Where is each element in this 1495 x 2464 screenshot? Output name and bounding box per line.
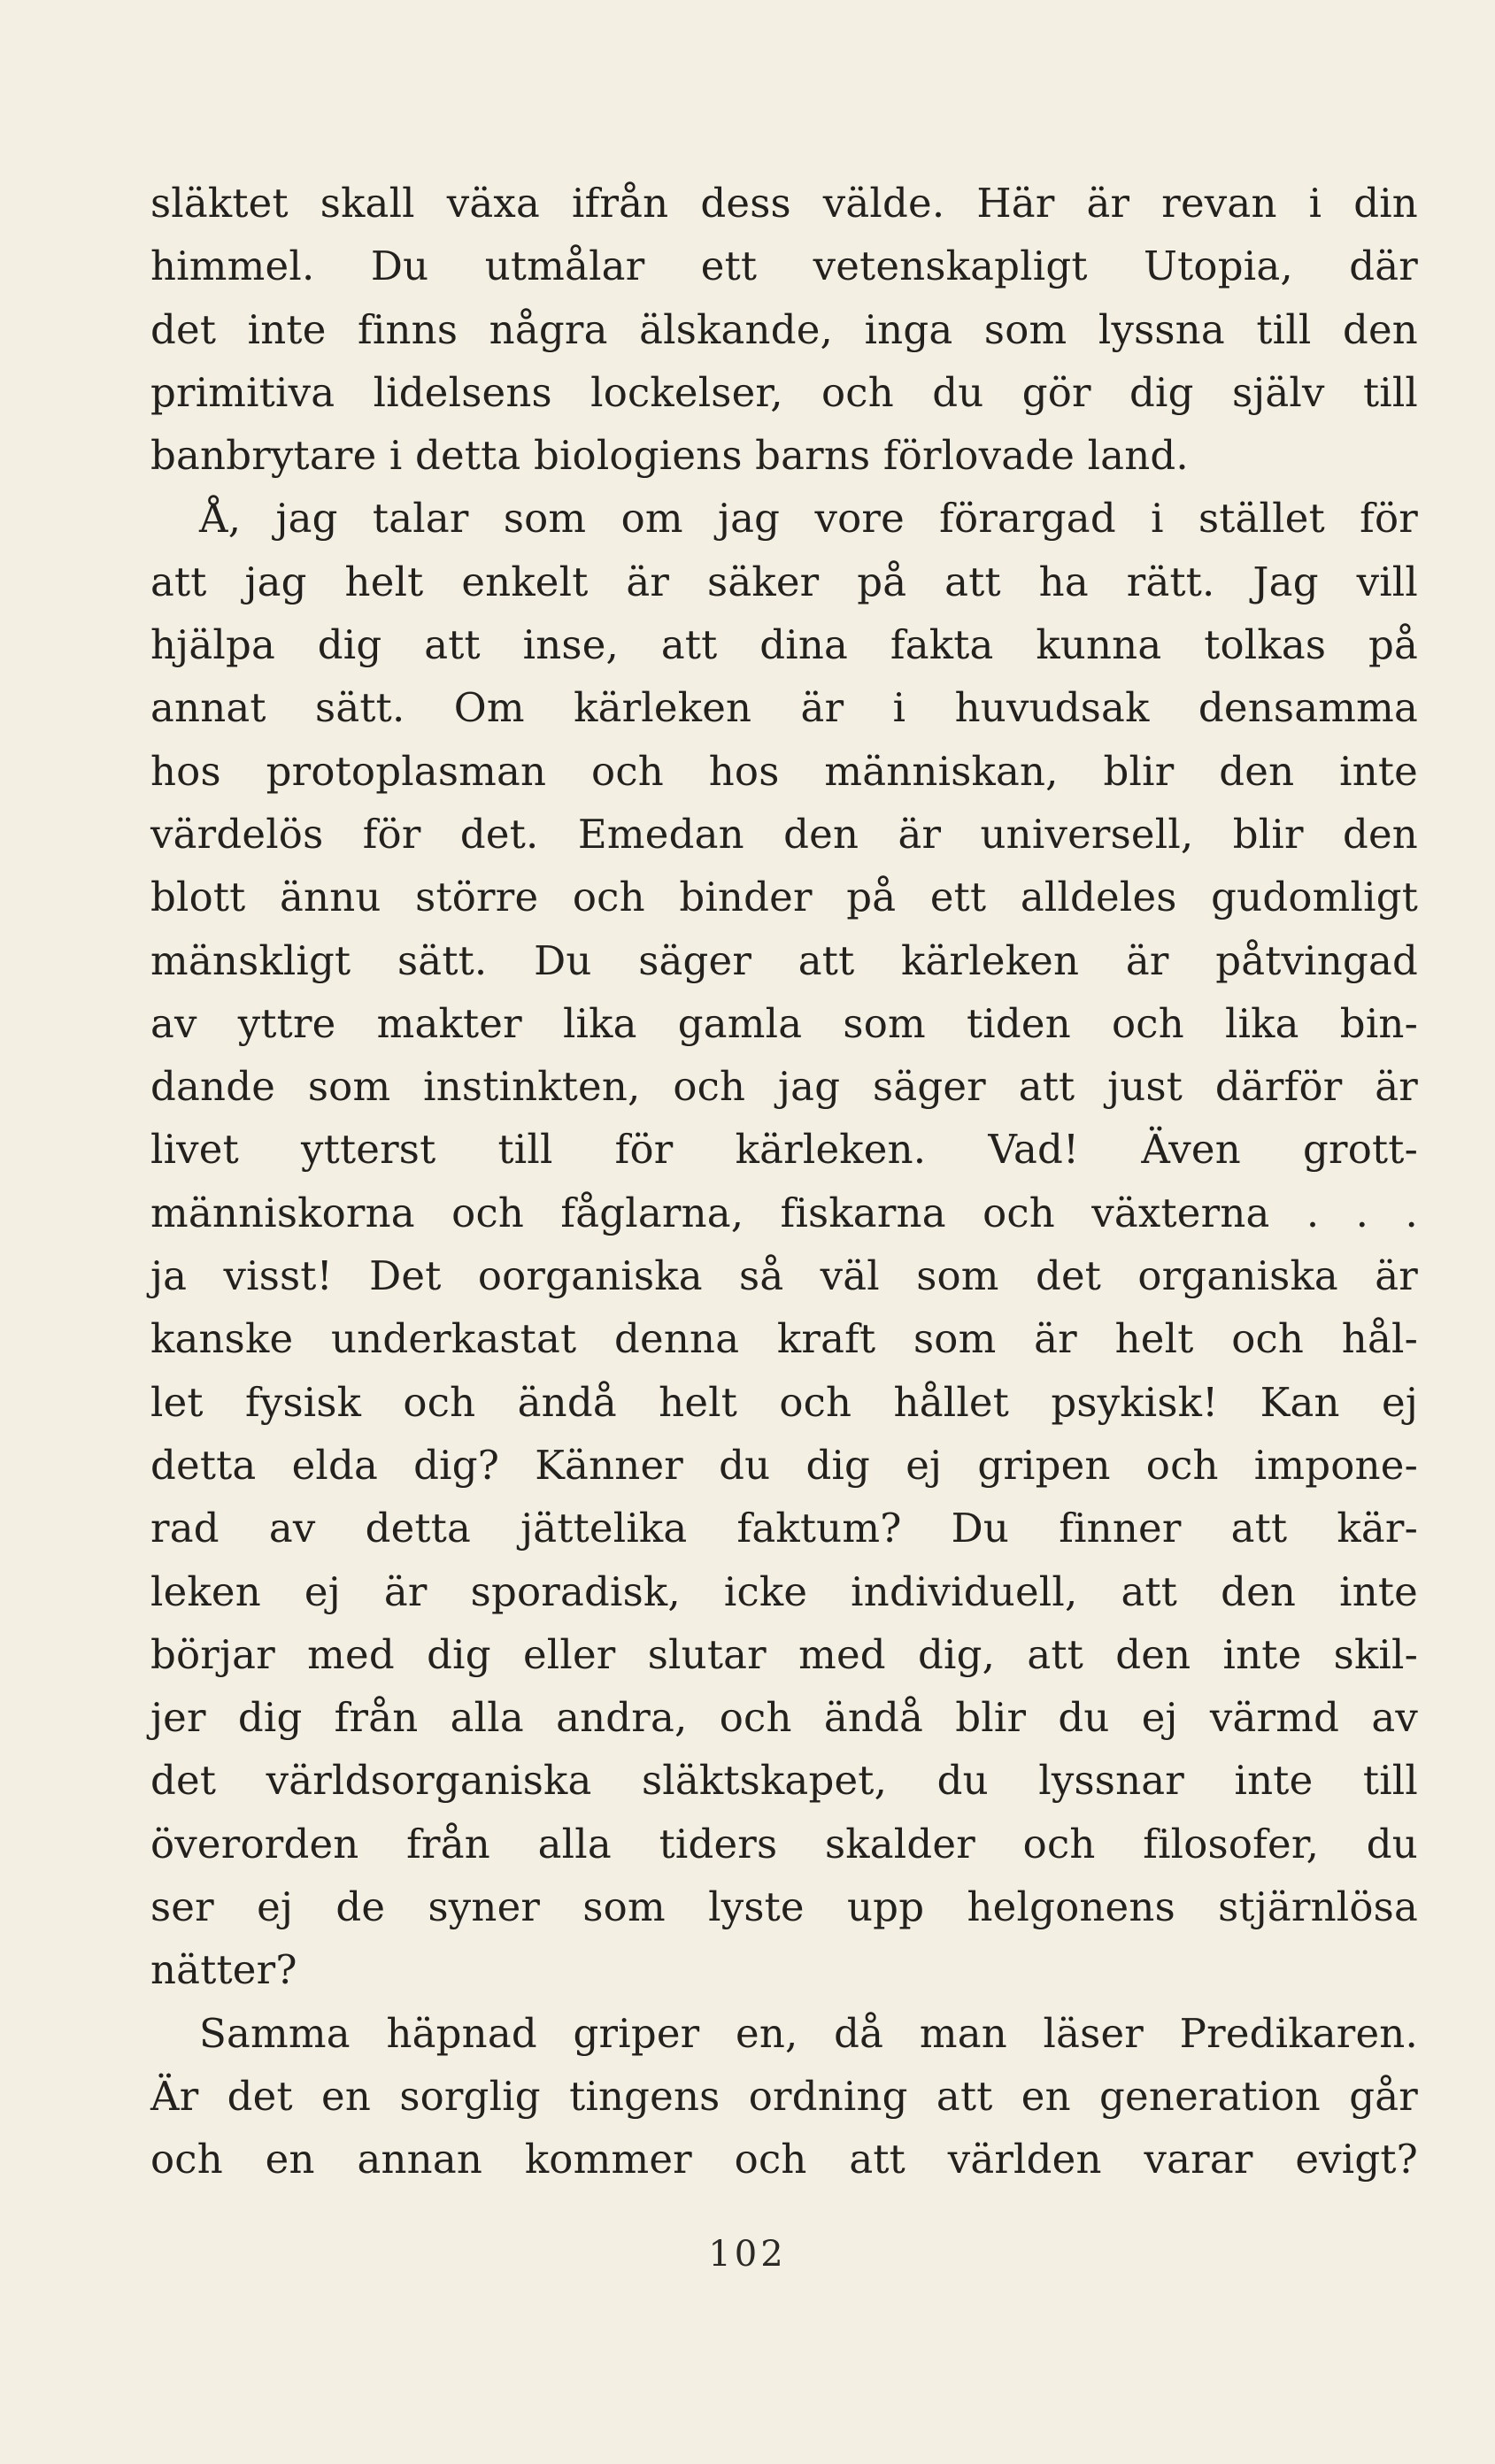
- text-line: let fysisk och ändå helt och hållet psykisk! Kan ej: [150, 1378, 1418, 1426]
- text-line: ser ej de syner som lyste upp helgonens stjärnlösa: [150, 1883, 1418, 1931]
- page-number: 102: [708, 2234, 787, 2275]
- text-line: det världsorganiska släktskapet, du lyssnar inte till: [150, 1757, 1418, 1805]
- body-text: [150, 172, 1418, 2191]
- text-line: av yttre makter lika gamla som tiden och lika bin-: [150, 999, 1418, 1047]
- text-line: rad av detta jättelika faktum? Du finner att kär-: [150, 1505, 1418, 1552]
- text-line: släktet skall växa ifrån dess välde. Här är revan i din: [150, 180, 1418, 227]
- text-line: banbrytare i detta biologiens barns förlovade land.: [150, 432, 1189, 480]
- text-line: jer dig från alla andra, och ändå blir du ej värmd av: [150, 1694, 1418, 1742]
- text-line: och en annan kommer och att världen varar evigt?: [150, 2136, 1418, 2183]
- text-line: kanske underkastat denna kraft som är helt och hål-: [150, 1315, 1418, 1363]
- text-line: att jag helt enkelt är säker på att ha rätt. Jag vill: [150, 558, 1418, 605]
- text-line: hos protoplasman och hos människan, blir den inte: [150, 747, 1418, 795]
- text-line: detta elda dig? Känner du dig ej gripen och impone-: [150, 1441, 1418, 1489]
- text-line: börjar med dig eller slutar med dig, att den inte skil-: [150, 1630, 1418, 1678]
- text-line: överorden från alla tiders skalder och filosofer, du: [150, 1820, 1418, 1867]
- text-line: livet ytterst till för kärleken. Vad! Även grott-: [150, 1126, 1418, 1174]
- text-line: Är det en sorglig tingens ordning att en generation går: [150, 2072, 1418, 2120]
- text-line: nätter?: [150, 1946, 297, 1994]
- text-line: ja visst! Det oorganiska så väl som det organiska är: [150, 1252, 1418, 1300]
- text-line: det inte finns några älskande, inga som lyssna till den: [150, 305, 1418, 353]
- text-line: himmel. Du utmålar ett vetenskapligt Utopia, där: [150, 243, 1418, 290]
- text-line: annat sätt. Om kärleken är i huvudsak densamma: [150, 684, 1418, 732]
- text-line: dande som instinkten, och jag säger att just därför är: [150, 1063, 1418, 1111]
- text-line: människorna och fåglarna, fiskarna och växterna . . .: [150, 1189, 1418, 1236]
- text-line: Samma häpnad griper en, då man läser Predikaren.: [199, 2009, 1418, 2057]
- paragraph-2: [150, 2002, 1418, 2191]
- text-line: värdelös för det. Emedan den är universell, blir den: [150, 810, 1418, 858]
- text-line: primitiva lidelsens lockelser, och du gör dig själv till: [150, 368, 1418, 416]
- text-line: hjälpa dig att inse, att dina fakta kunna tolkas på: [150, 621, 1418, 669]
- text-line: blott ännu större och binder på ett alldeles gudomligt: [150, 874, 1418, 921]
- text-line: Å, jag talar som om jag vore förargad i stället för: [199, 495, 1418, 543]
- text-line: leken ej är sporadisk, icke individuell, att den inte: [150, 1567, 1418, 1615]
- text-line: mänskligt sätt. Du säger att kärleken är påtvingad: [150, 936, 1418, 984]
- paragraph-1: [150, 172, 1418, 2002]
